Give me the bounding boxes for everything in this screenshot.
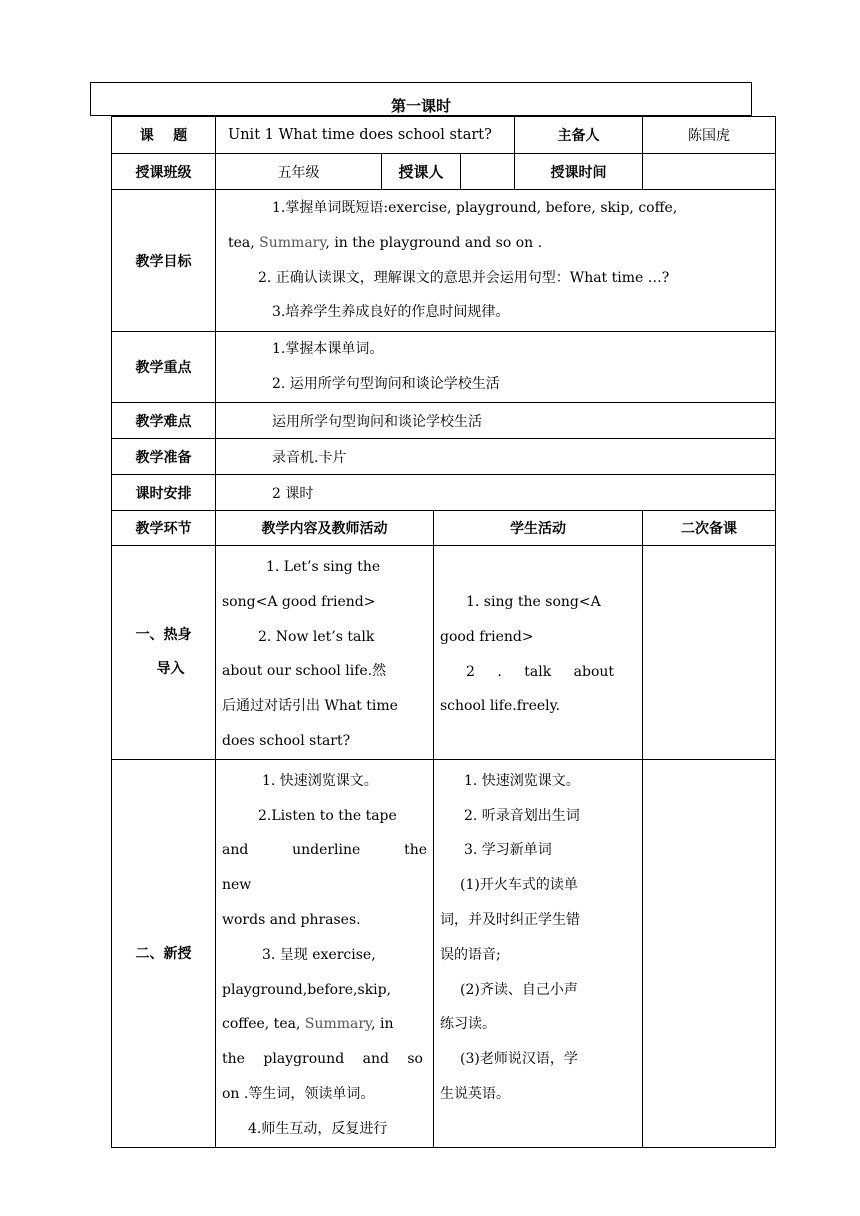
summary-word: Summary (259, 234, 326, 251)
row-schedule (112, 475, 776, 511)
section-1-student: 1. sing the song<A good friend> 2 . talk about school life.freely. (434, 546, 643, 760)
lesson-title: 第一课时 (390, 97, 451, 115)
col-stage-header: 教学环节 (112, 511, 216, 546)
time-value (643, 154, 776, 190)
topic-label: 课 题 (112, 117, 216, 154)
objective-2: 2. 正确认读课文，理解课文的意思并会运用句型：What time …? (258, 269, 670, 286)
section-2-teacher: 1. 快速浏览课文。 2.Listen to the tape and underline the new words and phrases. 3. 呈现 exercise, playground,before,skip, coffee, tea, Summary, in the playground and so on .等生词，领读单词。 4.师生互动，反复进行 (216, 759, 434, 1147)
topic-value: Unit 1 What time does school start? (216, 117, 515, 154)
key-point-2: 2. 运用所学句型询问和谈论学校生活 (272, 376, 500, 392)
teacher-label: 授课人 (382, 154, 461, 189)
col-second-header: 二次备课 (643, 511, 776, 546)
lesson-title-box (90, 82, 752, 116)
col-content-header: 教学内容及教师活动 (216, 511, 434, 546)
section-1-stage: 一、热身 导入 (112, 546, 216, 760)
row-difficulties (112, 403, 776, 439)
preparation-text: 录音机.卡片 (216, 439, 776, 475)
row-section-2 (112, 759, 776, 1147)
key-points-content (216, 332, 776, 403)
teacher-cell (382, 154, 515, 190)
planner-value: 陈国虎 (643, 117, 776, 154)
row-section-1 (112, 546, 776, 760)
row-objectives (112, 190, 776, 332)
teacher-value (461, 154, 514, 189)
section-2-stage: 二、新授 (112, 759, 216, 1147)
objectives-label: 教学目标 (112, 190, 216, 332)
objective-1: 1.掌握单词既短语:exercise, playground, before, skip, coffe, (272, 199, 678, 216)
objective-1-cont: tea, Summary, in the playground and so on . (228, 234, 543, 251)
key-points-label: 教学重点 (112, 332, 216, 403)
row-topic (112, 117, 776, 154)
class-value: 五年级 (216, 154, 382, 190)
row-preparation (112, 439, 776, 475)
key-point-1: 1.掌握本课单词。 (272, 341, 384, 358)
preparation-label: 教学准备 (112, 439, 216, 475)
time-label: 授课时间 (515, 154, 643, 190)
objectives-content (216, 190, 776, 332)
lesson-plan-table (111, 116, 776, 1148)
section-1-teacher: 1. Let’s sing the song<A good friend> 2. Now let’s talk about our school life.然 后通过对话引出 What time does school start? (216, 546, 434, 760)
schedule-label: 课时安排 (112, 475, 216, 511)
section-2-student: 1. 快速浏览课文。 2. 听录音划出生词 3. 学习新单词 (1)开火车式的读单 词，并及时纠正学生错 误的语音; (2)齐读、自己小声 练习读。 (3)老师说汉语，学 生说英语。 (434, 759, 643, 1147)
class-label: 授课班级 (112, 154, 216, 190)
section-1-second (643, 546, 776, 760)
section-2-second (643, 759, 776, 1147)
row-column-headers (112, 511, 776, 546)
objective-3: 3.培养学生养成良好的作息时间规律。 (272, 304, 510, 321)
planner-label: 主备人 (515, 117, 643, 154)
row-class (112, 154, 776, 190)
col-student-header: 学生活动 (434, 511, 643, 546)
difficulties-label: 教学难点 (112, 403, 216, 439)
schedule-text: 2 课时 (216, 475, 776, 511)
difficulties-text: 运用所学句型询问和谈论学校生活 (216, 403, 776, 439)
row-key-points (112, 332, 776, 403)
section-2-coffee-line: coffee, tea, Summary, in (222, 1016, 394, 1033)
